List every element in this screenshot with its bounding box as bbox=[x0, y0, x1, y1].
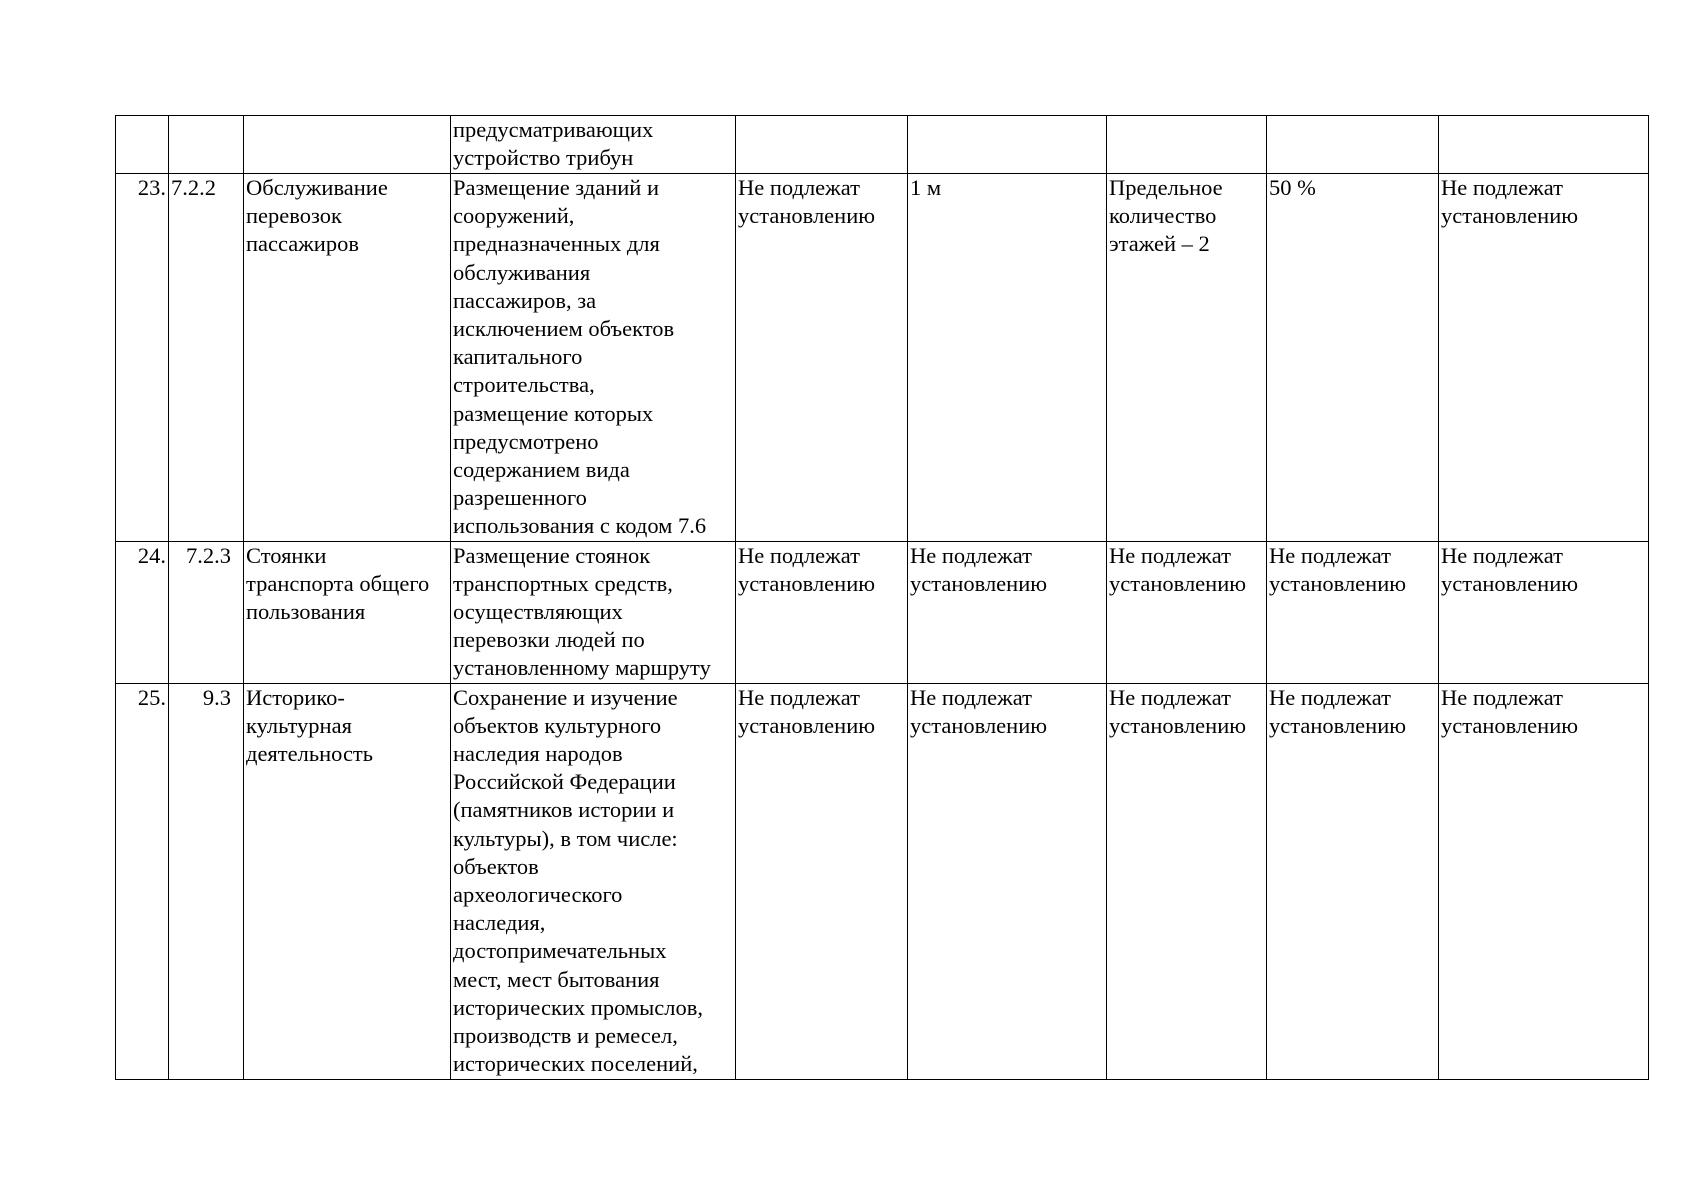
parameter-cell-3: Не подлежат установлению bbox=[1107, 541, 1267, 683]
row-number-cell: 25. bbox=[116, 683, 169, 1079]
row-number-cell: 23. bbox=[116, 174, 169, 542]
table-row bbox=[116, 683, 1649, 1079]
code-cell: 9.3 bbox=[169, 683, 244, 1079]
use-name-cell: Стоянки транспорта общего пользования bbox=[244, 541, 451, 683]
parameter-cell-4: 50 % bbox=[1267, 174, 1439, 542]
description-cell: предусматривающих устройство трибун bbox=[451, 116, 736, 174]
use-name-cell: Историко- культурная деятельность bbox=[244, 683, 451, 1079]
code-cell: 7.2.3 bbox=[169, 541, 244, 683]
parameter-cell-1: Не подлежат установлению bbox=[736, 541, 908, 683]
parameter-cell-3: Предельное количество этажей – 2 bbox=[1107, 174, 1267, 542]
code-cell: 7.2.2 bbox=[169, 174, 244, 542]
parameter-cell-2: Не подлежат установлению bbox=[908, 541, 1107, 683]
row-number-cell bbox=[116, 116, 169, 174]
description-cell: Размещение стоянок транспортных средств, осуществляющих перевозки людей по установленному маршруту bbox=[451, 541, 736, 683]
parameter-cell-4: Не подлежат установлению bbox=[1267, 683, 1439, 1079]
parameter-cell-5 bbox=[1439, 116, 1649, 174]
parameter-cell-5: Не подлежат установлению bbox=[1439, 174, 1649, 542]
table-row bbox=[116, 174, 1649, 542]
parameter-cell-1: Не подлежат установлению bbox=[736, 683, 908, 1079]
parameter-cell-4: Не подлежат установлению bbox=[1267, 541, 1439, 683]
parameter-cell-4 bbox=[1267, 116, 1439, 174]
parameter-cell-2: 1 м bbox=[908, 174, 1107, 542]
parameter-cell-1: Не подлежат установлению bbox=[736, 174, 908, 542]
code-cell bbox=[169, 116, 244, 174]
land-use-table bbox=[115, 115, 1649, 1080]
table-row bbox=[116, 116, 1649, 174]
parameter-cell-1 bbox=[736, 116, 908, 174]
parameter-cell-3: Не подлежат установлению bbox=[1107, 683, 1267, 1079]
description-cell: Сохранение и изучение объектов культурного наследия народов Российской Федерации (памятников истории и культуры), в том числе: объектов археологического наследия, достопримечательных мест, мест бытования исторических промыслов, производств и ремесел, исторических поселений, bbox=[451, 683, 736, 1079]
use-name-cell bbox=[244, 116, 451, 174]
parameter-cell-5: Не подлежат установлению bbox=[1439, 541, 1649, 683]
parameter-cell-2: Не подлежат установлению bbox=[908, 683, 1107, 1079]
description-cell: Размещение зданий и сооружений, предназначенных для обслуживания пассажиров, за исключением объектов капитального строительства, размещение которых предусмотрено содержанием вида разрешенного использования с кодом 7.6 bbox=[451, 174, 736, 542]
use-name-cell: Обслуживание перевозок пассажиров bbox=[244, 174, 451, 542]
parameter-cell-5: Не подлежат установлению bbox=[1439, 683, 1649, 1079]
table-row bbox=[116, 541, 1649, 683]
parameter-cell-3 bbox=[1107, 116, 1267, 174]
parameter-cell-2 bbox=[908, 116, 1107, 174]
row-number-cell: 24. bbox=[116, 541, 169, 683]
